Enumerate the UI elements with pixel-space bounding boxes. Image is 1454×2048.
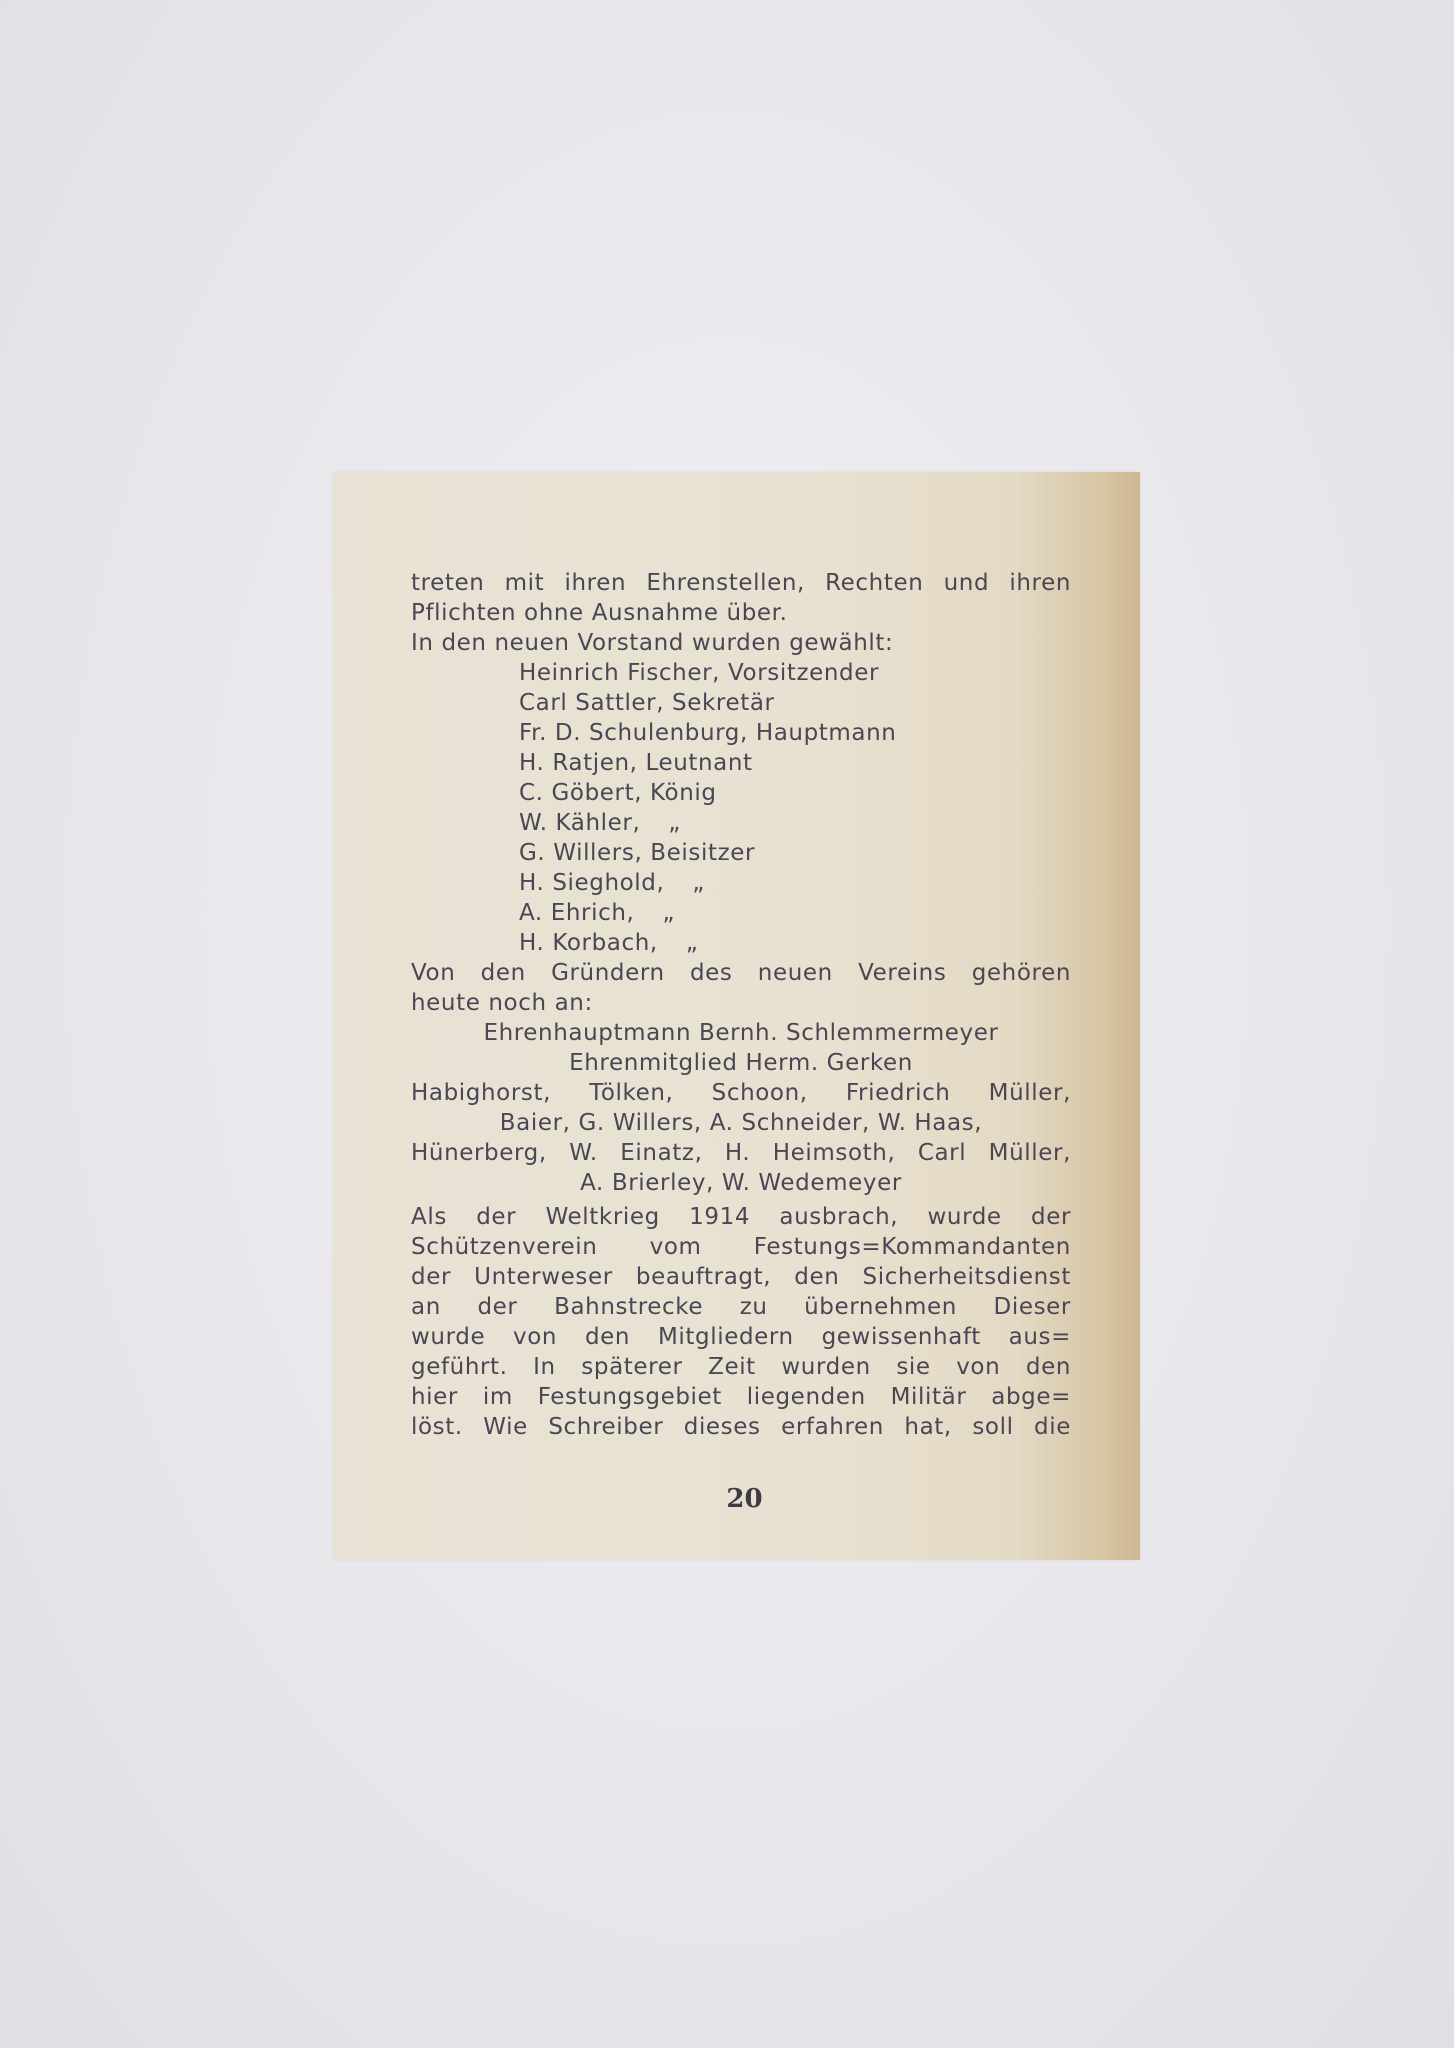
founder-line: A. Brierley, W. Wedemeyer [580,1170,902,1196]
ditto-mark: „ [692,870,705,896]
text-line: an der Bahnstrecke zu übernehmen Dieser [411,1294,1071,1320]
text-line: Schützenverein vom Festungs=Kommandanten [411,1234,1071,1260]
board-member: H. Ratjen, Leutnant [519,750,753,776]
founder-line: Ehrenmitglied Herm. Gerken [569,1050,913,1076]
board-member: C. Göbert, König [519,780,717,806]
text-line: Pflichten ohne Ausnahme über. [411,600,788,626]
board-intro: In den neuen Vorstand wurden gewählt: [411,630,894,656]
ditto-mark: „ [662,900,675,926]
book-page [333,472,1140,1560]
board-member: H. Korbach, „ [519,930,699,956]
text-line: hier im Festungsgebiet liegenden Militär abge= [411,1384,1071,1410]
founders-intro-line: heute noch an: [411,990,593,1016]
text-line: Als der Weltkrieg 1914 ausbrach, wurde der [411,1204,1071,1230]
founders-intro-line: Von den Gründern des neuen Vereins gehören [411,960,1071,986]
board-member: Heinrich Fischer, Vorsitzender [519,660,880,686]
board-member: Carl Sattler, Sekretär [519,690,775,716]
text-line: wurde von den Mitgliedern gewissenhaft aus= [411,1324,1071,1350]
board-member: H. Sieghold, „ [519,870,705,896]
ditto-mark: „ [685,930,699,956]
board-member: Fr. D. Schulenburg, Hauptmann [519,720,897,746]
founder-line: Ehrenhauptmann Bernh. Schlemmermeyer [483,1020,999,1046]
text-line: löst. Wie Schreiber dieses erfahren hat, soll die [411,1414,1071,1440]
text-line: geführt. In späterer Zeit wurden sie von den [411,1354,1071,1380]
page-text [411,568,1071,1442]
text-line: treten mit ihren Ehrenstellen, Rechten und ihren [411,570,1071,596]
text-line: der Unterweser beauftragt, den Sicherheitsdienst [411,1264,1071,1290]
founder-line: Hünerberg, W. Einatz, H. Heimsoth, Carl Müller, [411,1140,1071,1166]
founder-line: Baier, G. Willers, A. Schneider, W. Haas, [499,1110,983,1136]
ditto-mark: „ [668,810,681,836]
page-number: 20 [726,1484,763,1514]
board-member: W. Kähler, „ [519,810,681,836]
board-member: A. Ehrich, „ [519,900,675,926]
founder-line: Habighorst, Tölken, Schoon, Friedrich Müller, [411,1080,1071,1106]
board-member: G. Willers, Beisitzer [519,840,756,866]
